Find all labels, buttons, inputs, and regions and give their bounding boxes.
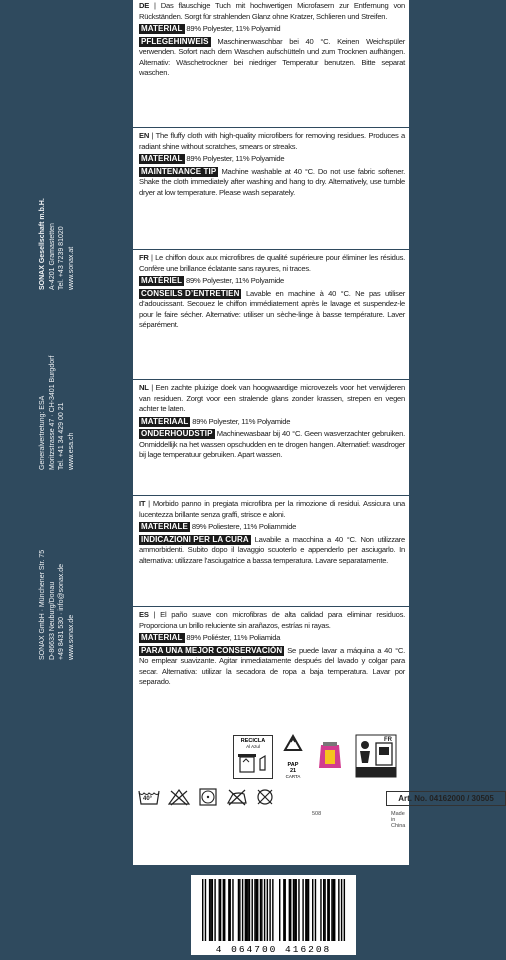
material-label: MATERIAL xyxy=(141,633,183,642)
material-value: 89% Polyester, 11% Polyamide xyxy=(185,276,284,285)
barcode-bar xyxy=(289,879,290,941)
material-label: MATÉRIEL xyxy=(141,276,183,285)
address-line: D-86633 Neuburg/Donau xyxy=(48,581,56,660)
section-nl xyxy=(139,383,405,461)
care-line xyxy=(139,535,405,567)
barcode-bar xyxy=(302,879,303,941)
bag-shape xyxy=(317,740,343,772)
barcode-bar xyxy=(338,879,339,941)
made-in-label: Made in China xyxy=(391,811,406,829)
barcode-bar xyxy=(249,879,250,941)
no-bleach-symbol xyxy=(167,788,191,806)
barcode-bar xyxy=(323,879,324,941)
paper-number: 21 xyxy=(289,768,297,774)
material-label: MATERIALE xyxy=(141,522,188,531)
barcode-bar xyxy=(269,879,270,941)
address-line: A-4201 Gramastetten xyxy=(48,223,56,290)
barcode-bar xyxy=(220,879,221,941)
barcode-bar xyxy=(308,879,309,941)
material-line xyxy=(139,633,405,644)
barcode-bars xyxy=(191,875,356,943)
address-sidebar xyxy=(0,0,133,960)
recycle-title: RECICLA xyxy=(240,738,266,744)
material-label: MATERIAL xyxy=(141,154,183,163)
care-label: MAINTENANCE TIP xyxy=(141,166,217,176)
barcode-bar xyxy=(212,879,213,941)
no-iron-icon xyxy=(225,788,249,806)
material-value: 89% Polyester, 11% Polyamid xyxy=(186,24,281,33)
material-line xyxy=(139,154,405,165)
barcode-bar xyxy=(298,879,299,941)
barcode-bar xyxy=(312,879,313,941)
language-code: ES xyxy=(139,610,149,619)
recycle-subtitle: Al Azul xyxy=(246,744,260,749)
article-number: Art. No. 04162000 / 30505 xyxy=(386,791,506,806)
barcode-bar xyxy=(219,879,220,941)
description-text: Das flauschige Tuch mit hochwertigen Microfasern zur Entfernung von Rückständen. Sorgt für strahlenden Glanz ohne Kratzer, Schlieren und Streifen. xyxy=(139,1,405,21)
description: DE | Das flauschige Tuch mit hochwertigen Microfasern zur Entfernung von Rückständen. Sorgt für strahlenden Glanz ohne Kratzer, Schlieren und Streifen. xyxy=(139,1,405,21)
barcode-bar xyxy=(238,879,239,941)
barcode-bar xyxy=(257,879,258,941)
barcode-bar xyxy=(232,879,233,941)
barcode-bar xyxy=(202,879,203,941)
address-line: +49 8431 530 · info@sonax.de xyxy=(58,563,65,660)
barcode-bar xyxy=(344,879,345,941)
description-text: Een zachte pluizige doek van hoogwaardige microvezels voor het verwijderen van residuen. Zorgt voor een stralende glans zonder krassen, strepen en vegen achter te laten. xyxy=(139,383,405,413)
address-line: SONAX GmbH · Münchener Str. 75 xyxy=(39,549,46,660)
barcode-bar xyxy=(324,879,325,941)
care-label: ONDERHOUDSTIP xyxy=(141,429,213,438)
divider xyxy=(133,606,409,607)
description: NL | Een zachte pluizige doek van hoogwaardige microvezels voor het verwijderen van residuen. Zorgt voor een stralende glans zonder krassen, strepen en vegen achter te laten. xyxy=(139,383,405,413)
barcode-bar xyxy=(256,879,257,941)
barcode-bar xyxy=(224,879,225,941)
barcode-bar xyxy=(341,879,342,941)
care-line xyxy=(139,429,405,461)
address-switzerland xyxy=(38,356,76,470)
care-text: Lavabile a macchina a 40 °C. Non utilizzare ammorbidenti. Subito dopo il lavaggio scuoterlo e appenderlo per asciugarlo. In alternativa: utilizzare l’asciugatrice a bassa temperatura. Lavare separatamente. xyxy=(139,534,405,565)
section-en xyxy=(139,131,405,198)
barcode-bar xyxy=(239,879,240,941)
material-line xyxy=(139,417,405,428)
material-value: 89% Poliestere, 11% Poliammide xyxy=(191,522,297,531)
material-line xyxy=(139,24,405,35)
recycle-arrows-icon xyxy=(281,733,305,757)
text-panel xyxy=(133,0,494,865)
barcode-bar xyxy=(214,879,215,941)
wash-temp: 40° xyxy=(143,796,153,802)
barcode-bar xyxy=(247,879,248,941)
barcode-bar xyxy=(264,879,265,941)
barcode-bar xyxy=(205,879,206,941)
barcode-bar xyxy=(283,879,284,941)
barcode-bar xyxy=(260,879,261,941)
section-it xyxy=(139,499,405,566)
material-label: MATERIAAL xyxy=(141,416,189,426)
no-iron-symbol xyxy=(225,788,249,806)
barcode-bar xyxy=(261,879,262,941)
barcode-bar xyxy=(329,879,330,941)
address-line: Tel. +41 34 429 00 21 xyxy=(58,402,65,470)
barcode-bar xyxy=(279,879,280,941)
barcode-bar xyxy=(210,879,211,941)
barcode-bar xyxy=(293,879,294,941)
barcode-bar xyxy=(331,879,332,941)
barcode-bar xyxy=(230,879,231,941)
care-label: PFLEGEHINWEIS xyxy=(141,36,209,46)
barcode-bar xyxy=(296,879,297,941)
barcode-bar xyxy=(242,879,243,941)
language-code: EN xyxy=(139,131,150,140)
barcode xyxy=(191,875,356,955)
bin-icon xyxy=(234,749,272,775)
barcode-bar xyxy=(254,879,255,941)
section-es xyxy=(139,610,405,688)
paper-code: PAP xyxy=(287,762,299,768)
product-bag-icon xyxy=(317,740,343,772)
language-code: FR xyxy=(139,253,149,262)
material-line xyxy=(139,522,405,533)
material-value: 89% Polyester, 11% Polyamide xyxy=(186,154,285,163)
paper-word: CARTA xyxy=(285,774,301,779)
barcode-digits: 4 064700 416208 xyxy=(215,944,332,955)
description-text: The fluffy cloth with high-quality microfibers for removing residues. Produces a radiant shine without scratches, smears or streaks. xyxy=(139,131,405,151)
address-line: SONAX Gesellschaft m.b.H. xyxy=(39,198,46,290)
divider xyxy=(133,495,409,496)
barcode-bar xyxy=(315,879,316,941)
care-label: CONSEILS D’ENTRETIEN xyxy=(141,288,240,298)
barcode-bar xyxy=(246,879,247,941)
care-text: Se puede lavar a máquina a 40 °C. No emplear suavizante. Agitar inmediatamente después del lavado y colgar para secar. Alternativa: utilizar la secadora de ropa a baja temperatura. Lavar por separado. xyxy=(139,645,405,686)
tumble-dry-low-icon xyxy=(197,788,219,806)
address-line: Tel. +43 7239 81020 xyxy=(58,226,65,290)
description: ES | El paño suave con microfibras de alta calidad para eliminar residuos. Proporciona un brillo reluciente sin arañazos, estrías ni rayas. xyxy=(139,610,405,630)
divider xyxy=(133,127,409,128)
wash-40-icon xyxy=(137,788,161,806)
code-508: 508 xyxy=(312,811,322,817)
language-code: DE xyxy=(139,1,150,10)
description: FR | Le chiffon doux aux microfibres de qualité supérieure pour éliminer les résidus. Confère une brillance éclatante sans rayures, ni traces. xyxy=(139,253,405,273)
triman-icon xyxy=(356,735,396,777)
language-code: NL xyxy=(139,383,149,392)
address-line: Moritzstrasse 47 · CH-3401 Burgdorf xyxy=(48,355,56,470)
section-fr xyxy=(139,253,405,331)
barcode-area xyxy=(133,865,409,960)
barcode-bar xyxy=(267,879,268,941)
care-line xyxy=(139,37,405,79)
section-de xyxy=(139,1,405,79)
no-dry-clean-icon xyxy=(255,788,275,806)
care-text: Maschinenwaschbar bei 40 °C. Keinen Weichspüler verwenden. Sofort nach dem Waschen aufschütteln und zum Trocknen aufhängen. Alternativ: Wäschetrockner bei niedriger Temperatur benutzen. Bitte separat waschen. xyxy=(139,36,405,77)
material-label: MATERIAL xyxy=(141,24,183,33)
language-code: IT xyxy=(139,499,146,508)
care-label: PARA UNA MEJOR CONSERVACIÓN xyxy=(141,645,283,655)
description-text: El paño suave con microfibras de alta calidad para eliminar residuos. Proporciona un brillo reluciente sin arañazos, estrías ni rayas. xyxy=(139,610,405,630)
barcode-bar xyxy=(327,879,328,941)
barcode-bar xyxy=(252,879,253,941)
barcode-bar xyxy=(209,879,210,941)
barcode-bar xyxy=(228,879,229,941)
address-line: www.sonax.at xyxy=(67,246,75,290)
barcode-bar xyxy=(333,879,334,941)
care-label: INDICAZIONI PER LA CURA xyxy=(141,534,249,544)
care-text: Lavable en machine à 40 °C. Ne pas utiliser d’adoucissant. Secouez le chiffon immédiatement après le lavage et suspendez-le pour le faire sécher. Alternative: utiliser un sèche-linge à basse température. Laver séparément. xyxy=(139,288,405,329)
care-line xyxy=(139,289,405,331)
barcode-bar xyxy=(334,879,335,941)
barcode-bar xyxy=(294,879,295,941)
barcode-bar xyxy=(320,879,321,941)
paper-recycling-icon xyxy=(281,733,305,779)
divider xyxy=(133,249,409,250)
tumble-dry-symbol xyxy=(198,788,218,806)
barcode-bar xyxy=(290,879,291,941)
care-text: Machinewasbaar bij 40 °C. Geen wasverzachter gebruiken. Onmiddellijk na het wassen opschudden en te drogen hangen. Alternatief: wasdroger bij lage temperatuur gebruiken. Apart wassen. xyxy=(139,429,405,459)
no-dry-clean-symbol xyxy=(255,788,275,806)
divider xyxy=(133,379,409,380)
address-line: www.sonax.de xyxy=(67,614,75,660)
care-text: Machine washable at 40 °C. Do not use fabric softener. Shake the cloth immediately after washing and hang to dry. Alternatively, use tumble dryer at low temperature. Please wash separately. xyxy=(139,166,405,197)
barcode-bar xyxy=(223,879,224,941)
description-text: Morbido panno in pregiata microfibra per la rimozione di residui. Assicura una lucentezza brillante senza graffi, strisce e aloni. xyxy=(139,499,405,519)
address-austria xyxy=(38,198,76,290)
address-line: www.esa.ch xyxy=(67,432,75,470)
barcode-bar xyxy=(307,879,308,941)
description: IT | Morbido panno in pregiata microfibra per la rimozione di residui. Assicura una lucentezza brillante senza graffi, strisce e aloni. xyxy=(139,499,405,519)
barcode-bar xyxy=(272,879,273,941)
address-germany xyxy=(38,550,76,660)
care-line xyxy=(139,167,405,199)
recycle-bin-icon xyxy=(233,735,273,779)
material-line xyxy=(139,276,405,287)
material-value: 89% Polyester, 11% Polyamide xyxy=(192,416,291,426)
care-line xyxy=(139,646,405,688)
fr-label: FR xyxy=(384,737,392,743)
address-line: Generalvertretung: ESA xyxy=(39,395,46,470)
no-bleach-icon xyxy=(167,788,191,806)
description: EN | The fluffy cloth with high-quality microfibers for removing residues. Produces a radiant shine without scratches, smears or streaks. xyxy=(139,131,405,151)
barcode-bar xyxy=(245,879,246,941)
barcode-bar xyxy=(305,879,306,941)
description-text: Le chiffon doux aux microfibres de qualité supérieure pour éliminer les résidus. Confère une brillance éclatante sans rayures, ni traces. xyxy=(139,253,405,273)
barcode-bar xyxy=(285,879,286,941)
material-value: 89% Poliéster, 11% Poliamida xyxy=(186,633,281,642)
